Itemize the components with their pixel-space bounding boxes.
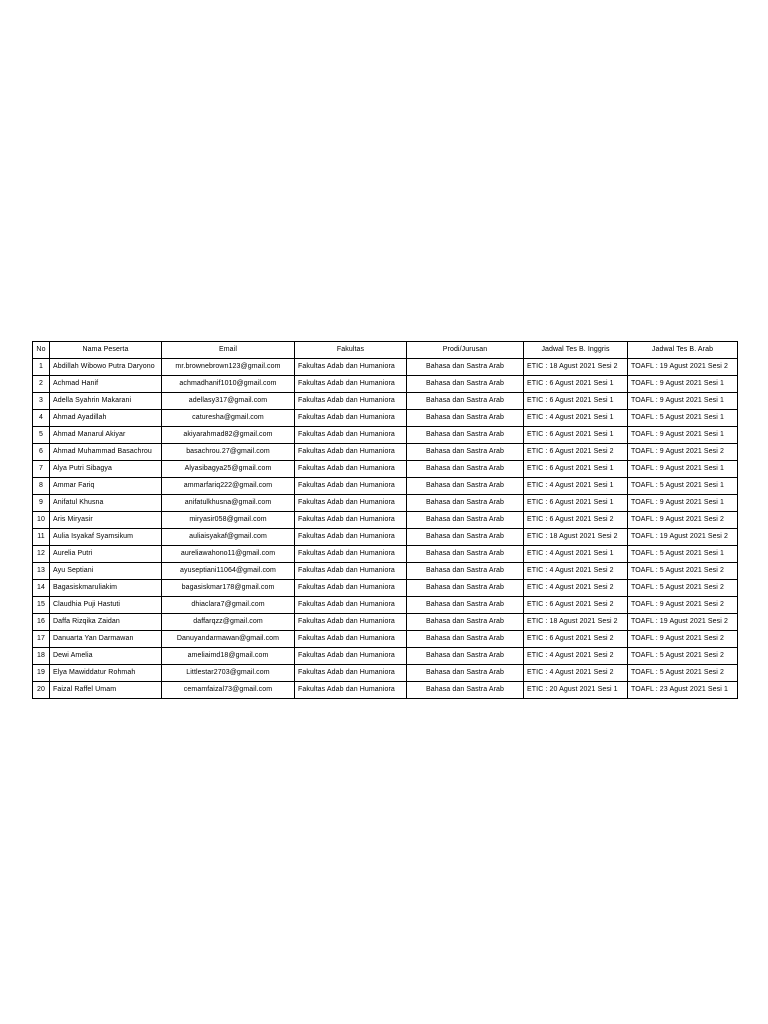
faculty-cell: Fakultas Adab dan Humaniora [295, 461, 407, 478]
participant-name-cell: Aulia Isyakaf Syamsikum [50, 529, 162, 546]
email-cell: adellasy317@gmail.com [162, 393, 295, 410]
table-row [33, 580, 738, 597]
email-cell: anifatulkhusna@gmail.com [162, 495, 295, 512]
email-cell: Alyasibagya25@gmail.com [162, 461, 295, 478]
faculty-cell: Fakultas Adab dan Humaniora [295, 393, 407, 410]
email-cell: ammarfariq222@gmail.com [162, 478, 295, 495]
participant-name-cell: Ahmad Muhammad Basachrou [50, 444, 162, 461]
english-test-schedule-cell: ETIC : 6 Agust 2021 Sesi 1 [524, 495, 628, 512]
email-cell: ameliaimd18@gmail.com [162, 648, 295, 665]
english-test-schedule-cell: ETIC : 6 Agust 2021 Sesi 2 [524, 631, 628, 648]
participant-name-cell: Achmad Hanif [50, 376, 162, 393]
arabic-test-schedule-cell: TOAFL : 5 Agust 2021 Sesi 2 [628, 580, 738, 597]
row-number-cell: 18 [33, 648, 50, 665]
email-cell: dhiaclara7@gmail.com [162, 597, 295, 614]
participant-name-cell: Elya Mawiddatur Rohmah [50, 665, 162, 682]
participant-name-cell: Bagasiskmaruliakim [50, 580, 162, 597]
faculty-cell: Fakultas Adab dan Humaniora [295, 427, 407, 444]
arabic-test-schedule-cell: TOAFL : 5 Agust 2021 Sesi 1 [628, 410, 738, 427]
major-cell: Bahasa dan Sastra Arab [407, 682, 524, 699]
major-cell: Bahasa dan Sastra Arab [407, 580, 524, 597]
arabic-test-schedule-cell: TOAFL : 9 Agust 2021 Sesi 1 [628, 393, 738, 410]
participant-name-cell: Dewi Amelia [50, 648, 162, 665]
row-number-cell: 9 [33, 495, 50, 512]
table-row [33, 614, 738, 631]
email-cell: mr.brownebrown123@gmail.com [162, 359, 295, 376]
table-row [33, 512, 738, 529]
major-cell: Bahasa dan Sastra Arab [407, 376, 524, 393]
table-row [33, 410, 738, 427]
row-number-cell: 20 [33, 682, 50, 699]
major-cell: Bahasa dan Sastra Arab [407, 393, 524, 410]
english-test-schedule-cell: ETIC : 6 Agust 2021 Sesi 1 [524, 376, 628, 393]
table-row [33, 495, 738, 512]
participant-name-cell: Daffa Rizqika Zaidan [50, 614, 162, 631]
row-number-cell: 1 [33, 359, 50, 376]
english-test-schedule-cell: ETIC : 6 Agust 2021 Sesi 2 [524, 512, 628, 529]
row-number-cell: 8 [33, 478, 50, 495]
major-cell: Bahasa dan Sastra Arab [407, 495, 524, 512]
table-row [33, 478, 738, 495]
english-test-schedule-cell: ETIC : 4 Agust 2021 Sesi 2 [524, 648, 628, 665]
arabic-test-schedule-cell: TOAFL : 5 Agust 2021 Sesi 2 [628, 648, 738, 665]
major-cell: Bahasa dan Sastra Arab [407, 444, 524, 461]
email-cell: daffarqzz@gmail.com [162, 614, 295, 631]
table-row [33, 461, 738, 478]
header-no: No [33, 342, 50, 359]
participant-table [32, 341, 738, 699]
faculty-cell: Fakultas Adab dan Humaniora [295, 495, 407, 512]
faculty-cell: Fakultas Adab dan Humaniora [295, 563, 407, 580]
participant-name-cell: Ahmad Manarul Akiyar [50, 427, 162, 444]
english-test-schedule-cell: ETIC : 4 Agust 2021 Sesi 2 [524, 665, 628, 682]
english-test-schedule-cell: ETIC : 6 Agust 2021 Sesi 1 [524, 393, 628, 410]
participant-name-cell: Danuarta Yan Darmawan [50, 631, 162, 648]
table-row [33, 682, 738, 699]
english-test-schedule-cell: ETIC : 4 Agust 2021 Sesi 2 [524, 580, 628, 597]
email-cell: miryasir058@gmail.com [162, 512, 295, 529]
participant-name-cell: Anifatul Khusna [50, 495, 162, 512]
table-row [33, 393, 738, 410]
row-number-cell: 6 [33, 444, 50, 461]
email-cell: auliaisyakaf@gmail.com [162, 529, 295, 546]
participant-name-cell: Aurelia Putri [50, 546, 162, 563]
faculty-cell: Fakultas Adab dan Humaniora [295, 631, 407, 648]
row-number-cell: 15 [33, 597, 50, 614]
english-test-schedule-cell: ETIC : 18 Agust 2021 Sesi 2 [524, 614, 628, 631]
major-cell: Bahasa dan Sastra Arab [407, 631, 524, 648]
faculty-cell: Fakultas Adab dan Humaniora [295, 682, 407, 699]
email-cell: Littlestar2703@gmail.com [162, 665, 295, 682]
faculty-cell: Fakultas Adab dan Humaniora [295, 648, 407, 665]
major-cell: Bahasa dan Sastra Arab [407, 427, 524, 444]
faculty-cell: Fakultas Adab dan Humaniora [295, 478, 407, 495]
major-cell: Bahasa dan Sastra Arab [407, 529, 524, 546]
arabic-test-schedule-cell: TOAFL : 9 Agust 2021 Sesi 1 [628, 376, 738, 393]
participant-name-cell: Ammar Fariq [50, 478, 162, 495]
header-major: Prodi/Jurusan [407, 342, 524, 359]
faculty-cell: Fakultas Adab dan Humaniora [295, 580, 407, 597]
participant-name-cell: Faizal Raffel Umam [50, 682, 162, 699]
header-email: Email [162, 342, 295, 359]
row-number-cell: 14 [33, 580, 50, 597]
english-test-schedule-cell: ETIC : 20 Agust 2021 Sesi 1 [524, 682, 628, 699]
header-name: Nama Peserta [50, 342, 162, 359]
english-test-schedule-cell: ETIC : 6 Agust 2021 Sesi 1 [524, 461, 628, 478]
major-cell: Bahasa dan Sastra Arab [407, 563, 524, 580]
table-row [33, 563, 738, 580]
row-number-cell: 13 [33, 563, 50, 580]
arabic-test-schedule-cell: TOAFL : 19 Agust 2021 Sesi 2 [628, 614, 738, 631]
major-cell: Bahasa dan Sastra Arab [407, 512, 524, 529]
major-cell: Bahasa dan Sastra Arab [407, 665, 524, 682]
arabic-test-schedule-cell: TOAFL : 9 Agust 2021 Sesi 1 [628, 427, 738, 444]
faculty-cell: Fakultas Adab dan Humaniora [295, 665, 407, 682]
participant-name-cell: Ayu Septiani [50, 563, 162, 580]
row-number-cell: 2 [33, 376, 50, 393]
faculty-cell: Fakultas Adab dan Humaniora [295, 546, 407, 563]
arabic-test-schedule-cell: TOAFL : 9 Agust 2021 Sesi 2 [628, 512, 738, 529]
row-number-cell: 7 [33, 461, 50, 478]
row-number-cell: 17 [33, 631, 50, 648]
row-number-cell: 16 [33, 614, 50, 631]
participant-name-cell: Aris Miryasir [50, 512, 162, 529]
arabic-test-schedule-cell: TOAFL : 9 Agust 2021 Sesi 2 [628, 444, 738, 461]
table-row [33, 359, 738, 376]
major-cell: Bahasa dan Sastra Arab [407, 546, 524, 563]
email-cell: achmadhanif1010@gmail.com [162, 376, 295, 393]
english-test-schedule-cell: ETIC : 4 Agust 2021 Sesi 1 [524, 546, 628, 563]
faculty-cell: Fakultas Adab dan Humaniora [295, 444, 407, 461]
arabic-test-schedule-cell: TOAFL : 9 Agust 2021 Sesi 1 [628, 461, 738, 478]
row-number-cell: 5 [33, 427, 50, 444]
table-row [33, 529, 738, 546]
faculty-cell: Fakultas Adab dan Humaniora [295, 376, 407, 393]
table-row [33, 665, 738, 682]
table-row [33, 631, 738, 648]
arabic-test-schedule-cell: TOAFL : 9 Agust 2021 Sesi 1 [628, 495, 738, 512]
table-row [33, 444, 738, 461]
email-cell: aureliawahono11@gmail.com [162, 546, 295, 563]
major-cell: Bahasa dan Sastra Arab [407, 648, 524, 665]
table-row [33, 546, 738, 563]
major-cell: Bahasa dan Sastra Arab [407, 614, 524, 631]
email-cell: akiyarahmad82@gmail.com [162, 427, 295, 444]
table-row [33, 597, 738, 614]
table-row [33, 427, 738, 444]
arabic-test-schedule-cell: TOAFL : 9 Agust 2021 Sesi 2 [628, 597, 738, 614]
faculty-cell: Fakultas Adab dan Humaniora [295, 359, 407, 376]
english-test-schedule-cell: ETIC : 6 Agust 2021 Sesi 2 [524, 597, 628, 614]
participant-name-cell: Claudhia Puji Hastuti [50, 597, 162, 614]
row-number-cell: 10 [33, 512, 50, 529]
faculty-cell: Fakultas Adab dan Humaniora [295, 529, 407, 546]
email-cell: bagasiskmar178@gmail.com [162, 580, 295, 597]
header-arabic-test: Jadwal Tes B. Arab [628, 342, 738, 359]
email-cell: caturesha@gmail.com [162, 410, 295, 427]
row-number-cell: 4 [33, 410, 50, 427]
english-test-schedule-cell: ETIC : 18 Agust 2021 Sesi 2 [524, 529, 628, 546]
table-row [33, 376, 738, 393]
faculty-cell: Fakultas Adab dan Humaniora [295, 512, 407, 529]
english-test-schedule-cell: ETIC : 6 Agust 2021 Sesi 1 [524, 427, 628, 444]
major-cell: Bahasa dan Sastra Arab [407, 597, 524, 614]
english-test-schedule-cell: ETIC : 4 Agust 2021 Sesi 1 [524, 410, 628, 427]
email-cell: ayuseptiani11064@gmail.com [162, 563, 295, 580]
header-row [33, 342, 738, 359]
header-faculty: Fakultas [295, 342, 407, 359]
faculty-cell: Fakultas Adab dan Humaniora [295, 597, 407, 614]
english-test-schedule-cell: ETIC : 18 Agust 2021 Sesi 2 [524, 359, 628, 376]
participant-name-cell: Ahmad Ayadillah [50, 410, 162, 427]
row-number-cell: 12 [33, 546, 50, 563]
major-cell: Bahasa dan Sastra Arab [407, 359, 524, 376]
email-cell: cemamfaizal73@gmail.com [162, 682, 295, 699]
english-test-schedule-cell: ETIC : 6 Agust 2021 Sesi 2 [524, 444, 628, 461]
english-test-schedule-cell: ETIC : 4 Agust 2021 Sesi 2 [524, 563, 628, 580]
major-cell: Bahasa dan Sastra Arab [407, 478, 524, 495]
participant-name-cell: Alya Putri Sibagya [50, 461, 162, 478]
row-number-cell: 19 [33, 665, 50, 682]
arabic-test-schedule-cell: TOAFL : 23 Agust 2021 Sesi 1 [628, 682, 738, 699]
participant-name-cell: Adella Syahrin Makarani [50, 393, 162, 410]
arabic-test-schedule-cell: TOAFL : 19 Agust 2021 Sesi 2 [628, 529, 738, 546]
arabic-test-schedule-cell: TOAFL : 5 Agust 2021 Sesi 2 [628, 563, 738, 580]
arabic-test-schedule-cell: TOAFL : 9 Agust 2021 Sesi 2 [628, 631, 738, 648]
major-cell: Bahasa dan Sastra Arab [407, 461, 524, 478]
arabic-test-schedule-cell: TOAFL : 5 Agust 2021 Sesi 2 [628, 665, 738, 682]
header-english-test: Jadwal Tes B. Inggris [524, 342, 628, 359]
row-number-cell: 3 [33, 393, 50, 410]
email-cell: Danuyandarmawan@gmail.com [162, 631, 295, 648]
participant-name-cell: Abdillah Wibowo Putra Daryono [50, 359, 162, 376]
english-test-schedule-cell: ETIC : 4 Agust 2021 Sesi 1 [524, 478, 628, 495]
table-row [33, 648, 738, 665]
faculty-cell: Fakultas Adab dan Humaniora [295, 614, 407, 631]
email-cell: basachrou.27@gmail.com [162, 444, 295, 461]
major-cell: Bahasa dan Sastra Arab [407, 410, 524, 427]
arabic-test-schedule-cell: TOAFL : 19 Agust 2021 Sesi 2 [628, 359, 738, 376]
row-number-cell: 11 [33, 529, 50, 546]
faculty-cell: Fakultas Adab dan Humaniora [295, 410, 407, 427]
arabic-test-schedule-cell: TOAFL : 5 Agust 2021 Sesi 1 [628, 478, 738, 495]
arabic-test-schedule-cell: TOAFL : 5 Agust 2021 Sesi 1 [628, 546, 738, 563]
